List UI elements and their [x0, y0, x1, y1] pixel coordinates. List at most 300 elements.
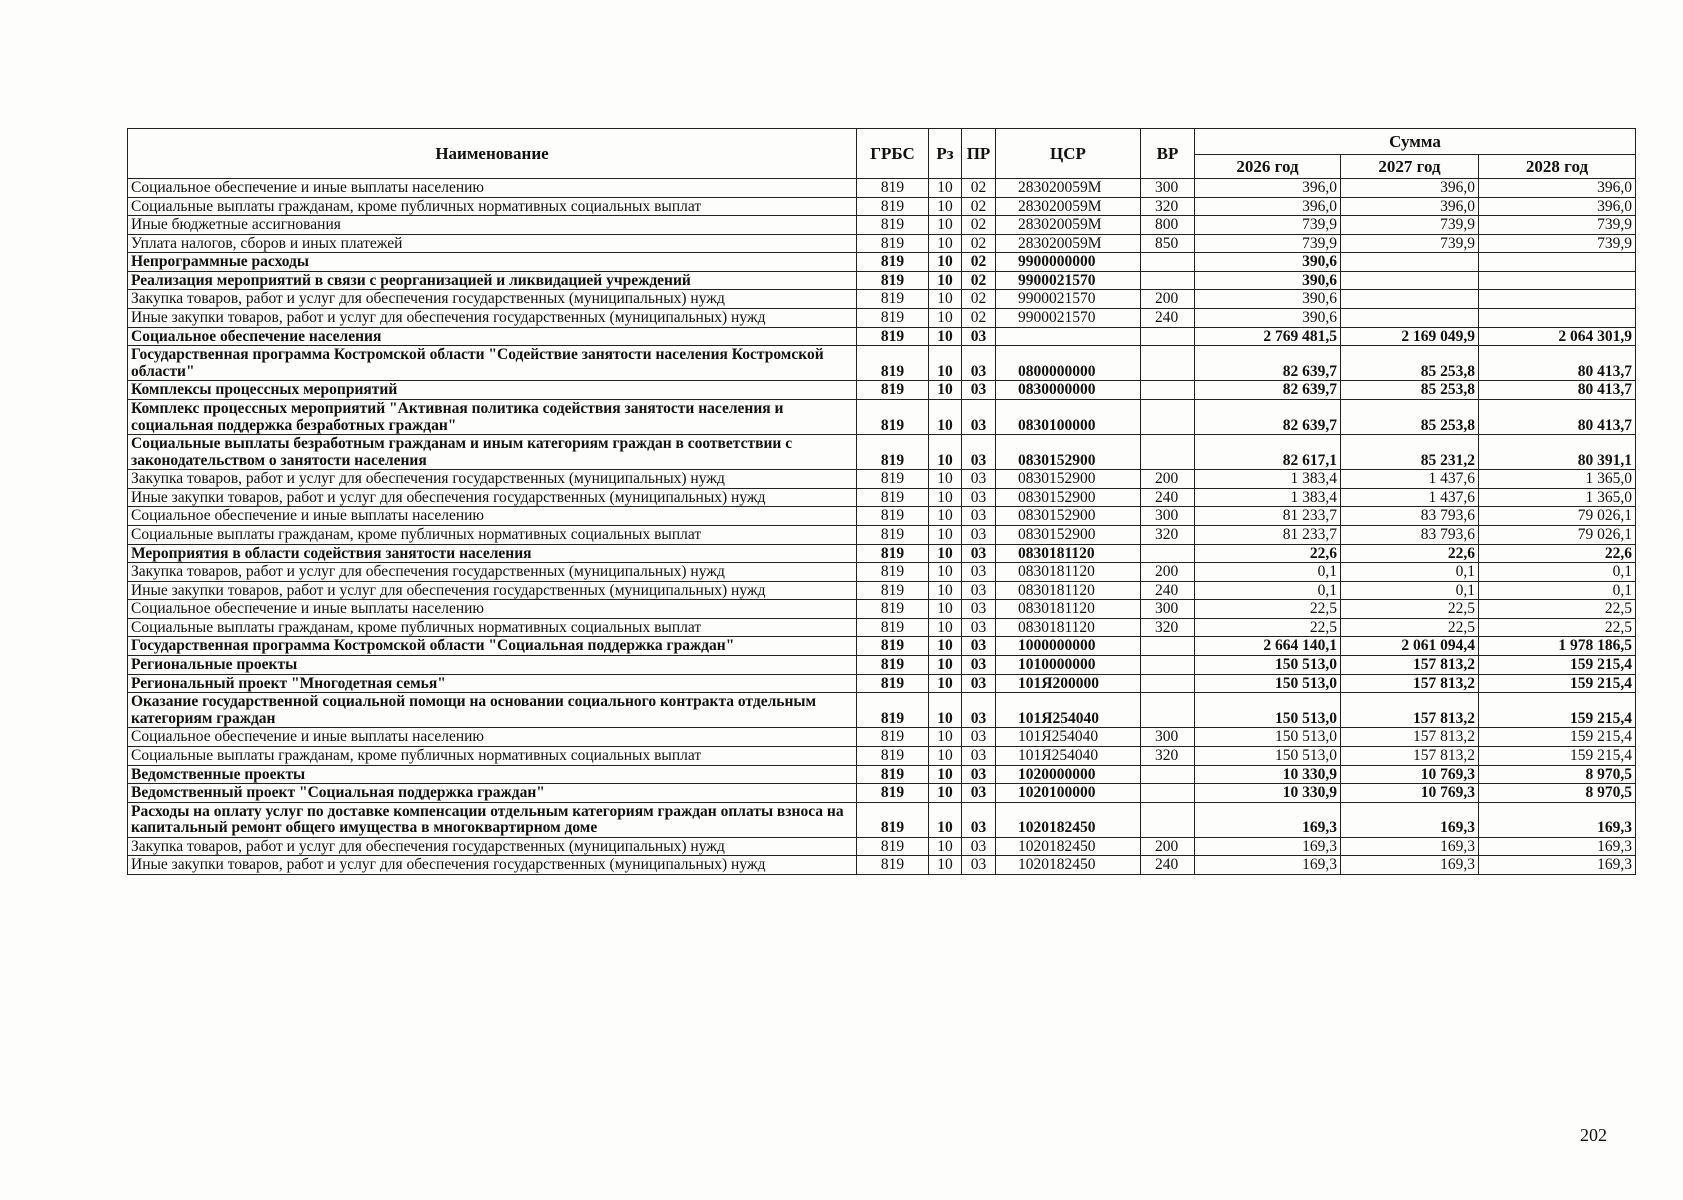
- row-vr: 240: [1141, 581, 1195, 600]
- row-csr: 101Я254040: [996, 746, 1141, 765]
- row-sum-2026: 2 664 140,1: [1195, 637, 1341, 656]
- row-name: Комплекс процессных мероприятий "Активная политика содействия занятости населения и социальная поддержка безработных граждан": [128, 399, 857, 434]
- table-body: [128, 179, 1636, 875]
- table-row: [128, 802, 1636, 837]
- row-sum-2026: 82 639,7: [1195, 399, 1341, 434]
- row-grbs: 819: [857, 470, 929, 489]
- table-row: [128, 544, 1636, 563]
- row-grbs: 819: [857, 656, 929, 675]
- row-pr: 03: [962, 399, 996, 434]
- row-pr: 03: [962, 470, 996, 489]
- row-vr: 300: [1141, 179, 1195, 198]
- row-csr: 0830181120: [996, 618, 1141, 637]
- row-rz: 10: [929, 525, 962, 544]
- budget-table: [127, 128, 1636, 875]
- row-vr: [1141, 674, 1195, 693]
- row-sum-2027: 22,5: [1341, 600, 1479, 619]
- row-sum-2026: 1 383,4: [1195, 488, 1341, 507]
- table-row: [128, 746, 1636, 765]
- row-vr: 200: [1141, 837, 1195, 856]
- row-grbs: 819: [857, 216, 929, 235]
- row-pr: 03: [962, 728, 996, 747]
- row-vr: 300: [1141, 507, 1195, 526]
- row-grbs: 819: [857, 600, 929, 619]
- table-row: [128, 234, 1636, 253]
- row-csr: 101Я254040: [996, 728, 1141, 747]
- row-sum-2026: 22,6: [1195, 544, 1341, 563]
- table-row: [128, 327, 1636, 346]
- row-csr: 0830152900: [996, 435, 1141, 470]
- row-pr: 03: [962, 656, 996, 675]
- row-sum-2026: 396,0: [1195, 179, 1341, 198]
- row-sum-2028: 739,9: [1479, 234, 1636, 253]
- row-name: Расходы на оплату услуг по доставке компенсации отдельным категориям граждан оплаты взноса на капитальный ремонт общего имущества в многоквартирном доме: [128, 802, 857, 837]
- table-row: [128, 693, 1636, 728]
- row-sum-2028: 0,1: [1479, 563, 1636, 582]
- row-csr: 1020182450: [996, 837, 1141, 856]
- row-sum-2026: 390,6: [1195, 309, 1341, 328]
- row-rz: 10: [929, 309, 962, 328]
- row-csr: 9900021570: [996, 290, 1141, 309]
- row-rz: 10: [929, 581, 962, 600]
- row-pr: 03: [962, 674, 996, 693]
- row-sum-2026: 82 639,7: [1195, 381, 1341, 400]
- row-name: Социальные выплаты гражданам, кроме публичных нормативных социальных выплат: [128, 197, 857, 216]
- row-sum-2027: 10 769,3: [1341, 765, 1479, 784]
- row-name: Закупка товаров, работ и услуг для обеспечения государственных (муниципальных) нужд: [128, 837, 857, 856]
- row-name: Ведомственный проект "Социальная поддержка граждан": [128, 784, 857, 803]
- row-sum-2026: 739,9: [1195, 216, 1341, 235]
- row-sum-2026: 169,3: [1195, 837, 1341, 856]
- row-vr: [1141, 253, 1195, 272]
- table-row: [128, 674, 1636, 693]
- row-sum-2026: 150 513,0: [1195, 674, 1341, 693]
- page-number: 202: [1580, 1125, 1607, 1145]
- row-sum-2028: 159 215,4: [1479, 674, 1636, 693]
- row-pr: 03: [962, 765, 996, 784]
- row-pr: 03: [962, 618, 996, 637]
- row-name: Иные закупки товаров, работ и услуг для обеспечения государственных (муниципальных) нужд: [128, 581, 857, 600]
- row-name: Уплата налогов, сборов и иных платежей: [128, 234, 857, 253]
- row-rz: 10: [929, 563, 962, 582]
- row-pr: 03: [962, 327, 996, 346]
- table-row: [128, 728, 1636, 747]
- table-row: [128, 290, 1636, 309]
- row-name: Оказание государственной социальной помощи на основании социального контракта отдельным категориям граждан: [128, 693, 857, 728]
- row-vr: 300: [1141, 600, 1195, 619]
- row-sum-2027: 2 061 094,4: [1341, 637, 1479, 656]
- row-grbs: 819: [857, 435, 929, 470]
- row-rz: 10: [929, 470, 962, 489]
- row-sum-2026: 2 769 481,5: [1195, 327, 1341, 346]
- row-name: Социальные выплаты гражданам, кроме публичных нормативных социальных выплат: [128, 746, 857, 765]
- row-pr: 02: [962, 179, 996, 198]
- row-rz: 10: [929, 179, 962, 198]
- row-pr: 03: [962, 693, 996, 728]
- table-row: [128, 488, 1636, 507]
- row-sum-2028: 159 215,4: [1479, 746, 1636, 765]
- table-row: [128, 435, 1636, 470]
- row-sum-2026: 169,3: [1195, 802, 1341, 837]
- row-sum-2027: 1 437,6: [1341, 470, 1479, 489]
- table-row: [128, 271, 1636, 290]
- row-pr: 02: [962, 253, 996, 272]
- row-sum-2028: 169,3: [1479, 856, 1636, 875]
- table-row: [128, 346, 1636, 381]
- row-sum-2027: 157 813,2: [1341, 693, 1479, 728]
- row-name: Реализация мероприятий в связи с реорганизацией и ликвидацией учреждений: [128, 271, 857, 290]
- row-csr: 0830181120: [996, 600, 1141, 619]
- row-vr: 850: [1141, 234, 1195, 253]
- row-grbs: 819: [857, 802, 929, 837]
- row-csr: [996, 327, 1141, 346]
- table-row: [128, 525, 1636, 544]
- row-sum-2027: 169,3: [1341, 837, 1479, 856]
- row-grbs: 819: [857, 856, 929, 875]
- row-grbs: 819: [857, 197, 929, 216]
- row-sum-2026: 22,5: [1195, 618, 1341, 637]
- row-rz: 10: [929, 216, 962, 235]
- row-vr: [1141, 346, 1195, 381]
- row-csr: 9900021570: [996, 309, 1141, 328]
- row-rz: 10: [929, 234, 962, 253]
- row-sum-2026: 150 513,0: [1195, 693, 1341, 728]
- row-sum-2028: 80 413,7: [1479, 381, 1636, 400]
- row-name: Государственная программа Костромской области "Социальная поддержка граждан": [128, 637, 857, 656]
- row-pr: 03: [962, 856, 996, 875]
- table-row: [128, 600, 1636, 619]
- row-sum-2028: 22,5: [1479, 618, 1636, 637]
- row-pr: 02: [962, 290, 996, 309]
- row-csr: 1000000000: [996, 637, 1141, 656]
- header-year-2027: 2027 год: [1341, 155, 1479, 179]
- row-vr: [1141, 765, 1195, 784]
- row-vr: 300: [1141, 728, 1195, 747]
- row-name: Региональный проект "Многодетная семья": [128, 674, 857, 693]
- row-rz: 10: [929, 837, 962, 856]
- row-rz: 10: [929, 618, 962, 637]
- row-grbs: 819: [857, 784, 929, 803]
- table-row: [128, 563, 1636, 582]
- row-rz: 10: [929, 802, 962, 837]
- header-vr: ВР: [1141, 129, 1195, 179]
- row-sum-2027: 396,0: [1341, 179, 1479, 198]
- row-name: Социальные выплаты гражданам, кроме публичных нормативных социальных выплат: [128, 618, 857, 637]
- row-vr: [1141, 271, 1195, 290]
- row-rz: 10: [929, 271, 962, 290]
- row-vr: 240: [1141, 856, 1195, 875]
- table-row: [128, 656, 1636, 675]
- table-row: [128, 507, 1636, 526]
- row-vr: [1141, 637, 1195, 656]
- row-csr: 283020059М: [996, 197, 1141, 216]
- row-rz: 10: [929, 693, 962, 728]
- row-rz: 10: [929, 399, 962, 434]
- row-sum-2028: 1 978 186,5: [1479, 637, 1636, 656]
- row-rz: 10: [929, 381, 962, 400]
- row-rz: 10: [929, 507, 962, 526]
- row-grbs: 819: [857, 290, 929, 309]
- row-vr: 320: [1141, 618, 1195, 637]
- row-sum-2026: 82 617,1: [1195, 435, 1341, 470]
- row-csr: 0800000000: [996, 346, 1141, 381]
- row-grbs: 819: [857, 728, 929, 747]
- row-name: Социальное обеспечение и иные выплаты населению: [128, 600, 857, 619]
- row-name: Социальное обеспечение и иные выплаты населению: [128, 179, 857, 198]
- row-pr: 02: [962, 271, 996, 290]
- header-grbs: ГРБС: [857, 129, 929, 179]
- row-grbs: 819: [857, 271, 929, 290]
- row-csr: 283020059М: [996, 216, 1141, 235]
- row-sum-2028: 80 391,1: [1479, 435, 1636, 470]
- header-csr: ЦСР: [996, 129, 1141, 179]
- row-pr: 03: [962, 507, 996, 526]
- row-name: Государственная программа Костромской области "Содействие занятости населения Костромской области": [128, 346, 857, 381]
- row-sum-2027: 22,6: [1341, 544, 1479, 563]
- row-name: Иные закупки товаров, работ и услуг для обеспечения государственных (муниципальных) нужд: [128, 488, 857, 507]
- row-sum-2026: 150 513,0: [1195, 728, 1341, 747]
- row-sum-2028: 169,3: [1479, 837, 1636, 856]
- row-grbs: 819: [857, 618, 929, 637]
- row-csr: 9900021570: [996, 271, 1141, 290]
- row-sum-2027: 157 813,2: [1341, 674, 1479, 693]
- row-name: Социальное обеспечение и иные выплаты населению: [128, 507, 857, 526]
- row-grbs: 819: [857, 399, 929, 434]
- row-sum-2028: 169,3: [1479, 802, 1636, 837]
- row-sum-2028: 80 413,7: [1479, 399, 1636, 434]
- row-grbs: 819: [857, 234, 929, 253]
- row-rz: 10: [929, 600, 962, 619]
- table-row: [128, 216, 1636, 235]
- row-rz: 10: [929, 435, 962, 470]
- table-row: [128, 179, 1636, 198]
- table-row: [128, 784, 1636, 803]
- row-csr: 283020059М: [996, 234, 1141, 253]
- row-grbs: 819: [857, 488, 929, 507]
- row-sum-2027: 157 813,2: [1341, 746, 1479, 765]
- row-sum-2027: 157 813,2: [1341, 656, 1479, 675]
- row-pr: 03: [962, 600, 996, 619]
- row-sum-2027: [1341, 290, 1479, 309]
- row-sum-2026: 10 330,9: [1195, 765, 1341, 784]
- row-sum-2027: 396,0: [1341, 197, 1479, 216]
- row-sum-2027: [1341, 271, 1479, 290]
- row-sum-2027: [1341, 309, 1479, 328]
- row-name: Иные закупки товаров, работ и услуг для обеспечения государственных (муниципальных) нужд: [128, 856, 857, 875]
- header-pr: ПР: [962, 129, 996, 179]
- row-pr: 02: [962, 309, 996, 328]
- row-pr: 03: [962, 837, 996, 856]
- row-sum-2027: 0,1: [1341, 563, 1479, 582]
- row-grbs: 819: [857, 525, 929, 544]
- table-row: [128, 381, 1636, 400]
- row-vr: 320: [1141, 746, 1195, 765]
- row-rz: 10: [929, 856, 962, 875]
- row-csr: 0830181120: [996, 544, 1141, 563]
- row-rz: 10: [929, 656, 962, 675]
- row-sum-2028: 396,0: [1479, 179, 1636, 198]
- row-sum-2028: [1479, 271, 1636, 290]
- row-sum-2026: 10 330,9: [1195, 784, 1341, 803]
- row-sum-2026: 390,6: [1195, 253, 1341, 272]
- table-row: [128, 856, 1636, 875]
- row-vr: 200: [1141, 563, 1195, 582]
- row-sum-2028: 739,9: [1479, 216, 1636, 235]
- row-sum-2027: 169,3: [1341, 802, 1479, 837]
- row-csr: 0830152900: [996, 470, 1141, 489]
- row-pr: 03: [962, 488, 996, 507]
- row-sum-2026: 82 639,7: [1195, 346, 1341, 381]
- row-grbs: 819: [857, 381, 929, 400]
- row-csr: 0830152900: [996, 525, 1141, 544]
- row-rz: 10: [929, 488, 962, 507]
- row-sum-2026: 81 233,7: [1195, 507, 1341, 526]
- row-csr: 1020182450: [996, 856, 1141, 875]
- row-name: Ведомственные проекты: [128, 765, 857, 784]
- row-vr: [1141, 399, 1195, 434]
- row-pr: 02: [962, 234, 996, 253]
- header-year-2028: 2028 год: [1479, 155, 1636, 179]
- row-sum-2027: 22,5: [1341, 618, 1479, 637]
- row-sum-2026: 169,3: [1195, 856, 1341, 875]
- table-row: [128, 618, 1636, 637]
- row-vr: 320: [1141, 525, 1195, 544]
- row-csr: 0830152900: [996, 488, 1141, 507]
- row-sum-2028: 22,6: [1479, 544, 1636, 563]
- row-pr: 03: [962, 525, 996, 544]
- row-sum-2028: 159 215,4: [1479, 693, 1636, 728]
- row-grbs: 819: [857, 179, 929, 198]
- row-sum-2028: [1479, 309, 1636, 328]
- row-sum-2026: 0,1: [1195, 581, 1341, 600]
- row-grbs: 819: [857, 253, 929, 272]
- row-grbs: 819: [857, 309, 929, 328]
- row-pr: 03: [962, 544, 996, 563]
- row-sum-2028: 396,0: [1479, 197, 1636, 216]
- row-sum-2027: 169,3: [1341, 856, 1479, 875]
- row-rz: 10: [929, 674, 962, 693]
- row-sum-2028: 0,1: [1479, 581, 1636, 600]
- row-sum-2027: 85 231,2: [1341, 435, 1479, 470]
- row-sum-2026: 396,0: [1195, 197, 1341, 216]
- table-row: [128, 581, 1636, 600]
- row-sum-2027: [1341, 253, 1479, 272]
- row-name: Закупка товаров, работ и услуг для обеспечения государственных (муниципальных) нужд: [128, 470, 857, 489]
- row-rz: 10: [929, 290, 962, 309]
- row-sum-2027: 0,1: [1341, 581, 1479, 600]
- row-vr: 800: [1141, 216, 1195, 235]
- header-name: Наименование: [128, 129, 857, 179]
- row-pr: 03: [962, 581, 996, 600]
- row-rz: 10: [929, 746, 962, 765]
- table-header: [128, 129, 1636, 179]
- row-sum-2026: 1 383,4: [1195, 470, 1341, 489]
- row-vr: 240: [1141, 488, 1195, 507]
- row-vr: [1141, 435, 1195, 470]
- row-vr: 200: [1141, 470, 1195, 489]
- row-sum-2028: 8 970,5: [1479, 765, 1636, 784]
- row-csr: 9900000000: [996, 253, 1141, 272]
- table-row: [128, 637, 1636, 656]
- row-sum-2027: 10 769,3: [1341, 784, 1479, 803]
- row-pr: 03: [962, 784, 996, 803]
- row-sum-2026: 150 513,0: [1195, 746, 1341, 765]
- row-grbs: 819: [857, 765, 929, 784]
- row-pr: 02: [962, 216, 996, 235]
- row-csr: 283020059М: [996, 179, 1141, 198]
- row-grbs: 819: [857, 346, 929, 381]
- row-pr: 03: [962, 746, 996, 765]
- row-vr: [1141, 693, 1195, 728]
- row-sum-2028: 159 215,4: [1479, 656, 1636, 675]
- table-row: [128, 470, 1636, 489]
- row-vr: 240: [1141, 309, 1195, 328]
- row-pr: 03: [962, 802, 996, 837]
- row-rz: 10: [929, 637, 962, 656]
- row-grbs: 819: [857, 544, 929, 563]
- row-name: Мероприятия в области содействия занятости населения: [128, 544, 857, 563]
- header-year-2026: 2026 год: [1195, 155, 1341, 179]
- row-vr: [1141, 544, 1195, 563]
- row-sum-2026: 0,1: [1195, 563, 1341, 582]
- row-vr: 320: [1141, 197, 1195, 216]
- row-csr: 101Я254040: [996, 693, 1141, 728]
- row-pr: 03: [962, 637, 996, 656]
- row-csr: 0830181120: [996, 581, 1141, 600]
- row-sum-2027: 85 253,8: [1341, 399, 1479, 434]
- row-sum-2027: 1 437,6: [1341, 488, 1479, 507]
- row-sum-2027: 83 793,6: [1341, 525, 1479, 544]
- row-rz: 10: [929, 544, 962, 563]
- row-sum-2028: 2 064 301,9: [1479, 327, 1636, 346]
- row-grbs: 819: [857, 581, 929, 600]
- row-name: Социальные выплаты безработным гражданам и иным категориям граждан в соответствии с законодательством о занятости населения: [128, 435, 857, 470]
- row-sum-2028: 1 365,0: [1479, 470, 1636, 489]
- row-name: Социальное обеспечение и иные выплаты населению: [128, 728, 857, 747]
- row-sum-2026: 81 233,7: [1195, 525, 1341, 544]
- row-rz: 10: [929, 327, 962, 346]
- row-csr: 0830100000: [996, 399, 1141, 434]
- row-sum-2027: 83 793,6: [1341, 507, 1479, 526]
- row-pr: 03: [962, 346, 996, 381]
- row-rz: 10: [929, 784, 962, 803]
- row-sum-2026: 390,6: [1195, 290, 1341, 309]
- row-sum-2028: [1479, 290, 1636, 309]
- row-name: Иные закупки товаров, работ и услуг для обеспечения государственных (муниципальных) нужд: [128, 309, 857, 328]
- row-pr: 03: [962, 381, 996, 400]
- row-grbs: 819: [857, 837, 929, 856]
- row-csr: 0830000000: [996, 381, 1141, 400]
- row-name: Социальные выплаты гражданам, кроме публичных нормативных социальных выплат: [128, 525, 857, 544]
- row-sum-2027: 739,9: [1341, 234, 1479, 253]
- row-sum-2027: 157 813,2: [1341, 728, 1479, 747]
- row-grbs: 819: [857, 637, 929, 656]
- row-sum-2026: 22,5: [1195, 600, 1341, 619]
- row-name: Комплексы процессных мероприятий: [128, 381, 857, 400]
- row-name: Непрограммные расходы: [128, 253, 857, 272]
- row-pr: 02: [962, 197, 996, 216]
- table-row: [128, 399, 1636, 434]
- row-rz: 10: [929, 346, 962, 381]
- row-vr: [1141, 656, 1195, 675]
- header-sum: Сумма: [1195, 129, 1636, 155]
- header-rz: Рз: [929, 129, 962, 179]
- table-row: [128, 253, 1636, 272]
- row-vr: [1141, 327, 1195, 346]
- row-csr: 1020000000: [996, 765, 1141, 784]
- row-vr: 200: [1141, 290, 1195, 309]
- row-csr: 0830181120: [996, 563, 1141, 582]
